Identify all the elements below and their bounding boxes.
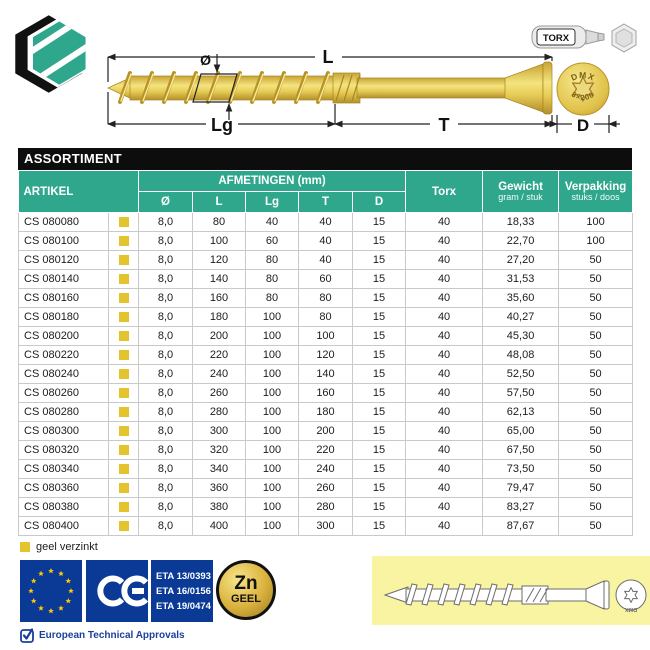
cell-diameter: 8,0 [139,441,193,460]
cell-torx: 40 [406,460,483,479]
dimension-label-diameter: Ø [200,52,211,68]
cell-gewicht: 67,50 [483,441,559,460]
table-row [19,498,633,517]
cell-lg: 100 [246,422,299,441]
cell-diameter: 8,0 [139,517,193,536]
cell-t: 40 [299,251,353,270]
cell-diameter: 8,0 [139,251,193,270]
table-row [19,460,633,479]
zn-symbol: Zn [234,573,258,594]
cell-artikel: CS 080360 [19,479,109,498]
ce-mark-icon [86,560,148,622]
cell-verpakking: 50 [559,346,633,365]
screw-side-view [108,62,552,114]
table-row [19,441,633,460]
cell-color-indicator [109,327,139,346]
cell-gewicht: 57,50 [483,384,559,403]
cell-artikel: CS 080280 [19,403,109,422]
cell-torx: 40 [406,422,483,441]
table-row [19,308,633,327]
cell-artikel: CS 080380 [19,498,109,517]
col-header-verpakking [559,171,633,213]
cell-t: 100 [299,327,353,346]
brand-logo-hexagon-icon [10,10,98,98]
table-row [19,422,633,441]
cell-verpakking: 50 [559,289,633,308]
cell-verpakking: 50 [559,422,633,441]
cell-d: 15 [353,213,406,232]
cell-l: 380 [193,498,246,517]
cell-t: 40 [299,213,353,232]
col-header-artikel: ARTIKEL [19,171,139,213]
cell-color-indicator [109,289,139,308]
table-row [19,479,633,498]
cell-t: 300 [299,517,353,536]
cell-lg: 100 [246,308,299,327]
cell-lg: 80 [246,289,299,308]
zinc-yellow-coating-badge [216,560,276,620]
col-header-gewicht-sub: gram / stuk [498,192,543,202]
cell-verpakking: 100 [559,232,633,251]
cell-torx: 40 [406,270,483,289]
approvals-label: European Technical Approvals [39,630,185,641]
yellow-zinc-indicator-icon [119,483,129,493]
cell-gewicht: 79,47 [483,479,559,498]
cell-lg: 100 [246,460,299,479]
cell-diameter: 8,0 [139,422,193,441]
yellow-zinc-indicator-icon [119,331,129,341]
table-row [19,327,633,346]
table-row [19,346,633,365]
table-row [19,289,633,308]
hex-nut-icon [612,24,636,52]
cell-torx: 40 [406,346,483,365]
cell-diameter: 8,0 [139,365,193,384]
cell-torx: 40 [406,403,483,422]
cell-gewicht: 35,60 [483,289,559,308]
yellow-zinc-indicator-icon [119,350,129,360]
eta-line: ETA 19/0474 [156,600,211,612]
col-header-l: L [193,192,246,213]
cell-d: 15 [353,270,406,289]
yellow-zinc-indicator-icon [119,255,129,265]
table-row [19,384,633,403]
cell-gewicht: 31,53 [483,270,559,289]
cell-t: 260 [299,479,353,498]
col-header-d: D [353,192,406,213]
cell-d: 15 [353,308,406,327]
cell-t: 60 [299,270,353,289]
cell-verpakking: 50 [559,479,633,498]
table-row [19,213,633,232]
cell-gewicht: 48,08 [483,346,559,365]
cell-verpakking: 50 [559,365,633,384]
cell-d: 15 [353,441,406,460]
table-row [19,251,633,270]
cell-diameter: 8,0 [139,498,193,517]
cell-lg: 80 [246,270,299,289]
cell-torx: 40 [406,365,483,384]
cell-diameter: 8,0 [139,403,193,422]
cell-verpakking: 50 [559,498,633,517]
cell-l: 300 [193,422,246,441]
cell-color-indicator [109,460,139,479]
cell-color-indicator [109,498,139,517]
cell-l: 220 [193,346,246,365]
cell-color-indicator [109,422,139,441]
cell-artikel: CS 080220 [19,346,109,365]
col-header-verpakking-title: Verpakking [564,181,627,193]
cell-l: 200 [193,327,246,346]
cell-t: 140 [299,365,353,384]
yellow-zinc-indicator-icon [20,542,30,552]
screw-line-art [372,556,650,625]
cell-verpakking: 50 [559,384,633,403]
cell-lg: 100 [246,479,299,498]
cell-artikel: CS 080120 [19,251,109,270]
yellow-zinc-indicator-icon [119,274,129,284]
cell-d: 15 [353,403,406,422]
cell-d: 15 [353,327,406,346]
cell-torx: 40 [406,289,483,308]
cell-l: 320 [193,441,246,460]
cell-verpakking: 50 [559,403,633,422]
cell-artikel: CS 080200 [19,327,109,346]
cell-t: 80 [299,289,353,308]
cell-diameter: 8,0 [139,479,193,498]
cell-d: 15 [353,517,406,536]
cell-gewicht: 27,20 [483,251,559,270]
cell-lg: 100 [246,403,299,422]
cell-gewicht: 22,70 [483,232,559,251]
cell-d: 15 [353,251,406,270]
cell-verpakking: 50 [559,270,633,289]
cell-lg: 60 [246,232,299,251]
checkbox-check-icon [20,628,35,643]
cell-lg: 100 [246,365,299,384]
cell-verpakking: 100 [559,213,633,232]
cell-color-indicator [109,213,139,232]
eta-approvals-note [20,628,185,643]
cell-gewicht: 87,67 [483,517,559,536]
col-header-verpakking-sub: stuks / doos [571,192,620,202]
col-group-afmetingen: AFMETINGEN (mm) [139,171,406,192]
cell-t: 160 [299,384,353,403]
cell-torx: 40 [406,384,483,403]
cell-verpakking: 50 [559,517,633,536]
cell-color-indicator [109,403,139,422]
cell-gewicht: 52,50 [483,365,559,384]
torx-bit-label: TORX [542,33,570,44]
table-row [19,270,633,289]
cell-lg: 80 [246,251,299,270]
table-legend [18,541,632,553]
cell-diameter: 8,0 [139,327,193,346]
yellow-zinc-indicator-icon [119,502,129,512]
cell-l: 160 [193,289,246,308]
cell-d: 15 [353,365,406,384]
cell-artikel: CS 080140 [19,270,109,289]
table-row [19,365,633,384]
cell-d: 15 [353,422,406,441]
cell-verpakking: 50 [559,441,633,460]
cell-t: 180 [299,403,353,422]
cell-artikel: CS 080080 [19,213,109,232]
col-header-torx: Torx [406,171,483,213]
dimension-label-D: D [576,116,590,135]
cell-l: 100 [193,232,246,251]
cell-l: 260 [193,384,246,403]
cell-diameter: 8,0 [139,384,193,403]
assortment-table [18,170,633,536]
dimension-label-L: L [322,47,334,67]
table-row [19,517,633,536]
yellow-zinc-indicator-icon [119,312,129,322]
eta-approvals-badge [151,560,213,622]
cell-color-indicator [109,365,139,384]
cell-t: 80 [299,308,353,327]
cell-lg: 40 [246,213,299,232]
cell-l: 180 [193,308,246,327]
cell-d: 15 [353,460,406,479]
col-header-lg: Lg [246,192,299,213]
cell-verpakking: 50 [559,308,633,327]
cell-t: 280 [299,498,353,517]
col-header-gewicht-title: Gewicht [498,181,543,193]
yellow-zinc-indicator-icon [119,445,129,455]
yellow-zinc-indicator-icon [119,293,129,303]
cell-diameter: 8,0 [139,346,193,365]
cell-diameter: 8,0 [139,289,193,308]
eu-flag-icon [20,560,82,622]
cell-l: 120 [193,251,246,270]
cell-artikel: CS 080400 [19,517,109,536]
cell-artikel: CS 080240 [19,365,109,384]
cell-d: 15 [353,289,406,308]
cell-gewicht: 83,27 [483,498,559,517]
cell-torx: 40 [406,213,483,232]
cell-color-indicator [109,441,139,460]
cell-lg: 100 [246,346,299,365]
eta-line: ETA 13/0393 [156,570,211,582]
cell-gewicht: 18,33 [483,213,559,232]
cell-torx: 40 [406,308,483,327]
cell-artikel: CS 080160 [19,289,109,308]
cell-artikel: CS 080180 [19,308,109,327]
head-brand-text: DMX [569,69,597,83]
cell-l: 360 [193,479,246,498]
yellow-zinc-indicator-icon [119,464,129,474]
cell-color-indicator [109,346,139,365]
cell-torx: 40 [406,498,483,517]
cell-d: 15 [353,232,406,251]
col-header-diameter: Ø [139,192,193,213]
cell-d: 15 [353,479,406,498]
cell-l: 400 [193,517,246,536]
cell-lg: 100 [246,498,299,517]
table-row [19,403,633,422]
cell-color-indicator [109,251,139,270]
cell-torx: 40 [406,232,483,251]
cell-t: 40 [299,232,353,251]
cell-artikel: CS 080340 [19,460,109,479]
cell-artikel: CS 080260 [19,384,109,403]
cell-d: 15 [353,346,406,365]
cell-l: 140 [193,270,246,289]
yellow-zinc-indicator-icon [119,521,129,531]
cell-artikel: CS 080300 [19,422,109,441]
cell-verpakking: 50 [559,460,633,479]
cell-t: 240 [299,460,353,479]
legend-label: geel verzinkt [36,541,98,553]
cell-torx: 40 [406,327,483,346]
yellow-zinc-indicator-icon [119,407,129,417]
cell-artikel: CS 080100 [19,232,109,251]
cell-lg: 100 [246,441,299,460]
cell-torx: 40 [406,441,483,460]
cell-lg: 100 [246,384,299,403]
cell-lg: 100 [246,517,299,536]
cell-l: 340 [193,460,246,479]
dimension-label-T: T [438,115,450,135]
cell-gewicht: 65,00 [483,422,559,441]
cell-color-indicator [109,517,139,536]
cell-t: 120 [299,346,353,365]
table-row [19,232,633,251]
panel-head-mark: DMX [624,606,638,612]
cell-color-indicator [109,384,139,403]
screw-technical-drawing [100,12,650,147]
cell-diameter: 8,0 [139,308,193,327]
yellow-zinc-indicator-icon [119,369,129,379]
cell-lg: 100 [246,327,299,346]
head-size-text: 8×200 [569,89,597,103]
cell-d: 15 [353,384,406,403]
cell-color-indicator [109,232,139,251]
cell-gewicht: 45,30 [483,327,559,346]
cell-l: 240 [193,365,246,384]
yellow-zinc-indicator-icon [119,217,129,227]
cell-t: 220 [299,441,353,460]
cell-torx: 40 [406,251,483,270]
col-header-t: T [299,192,353,213]
eta-line: ETA 16/0156 [156,585,211,597]
cell-torx: 40 [406,479,483,498]
yellow-zinc-indicator-icon [119,236,129,246]
cell-gewicht: 73,50 [483,460,559,479]
col-header-gewicht [483,171,559,213]
assortment-section [18,148,632,553]
cell-diameter: 8,0 [139,213,193,232]
cell-diameter: 8,0 [139,460,193,479]
cell-l: 80 [193,213,246,232]
cell-verpakking: 50 [559,327,633,346]
cell-gewicht: 40,27 [483,308,559,327]
assortment-table-body [19,213,633,536]
cell-artikel: CS 080320 [19,441,109,460]
yellow-zinc-indicator-icon [119,388,129,398]
torx-bit-icon [532,26,604,48]
screw-head-top-view [557,63,609,115]
cell-verpakking: 50 [559,251,633,270]
dimension-label-Lg: Lg [211,115,233,135]
cell-l: 280 [193,403,246,422]
cell-d: 15 [353,498,406,517]
cell-color-indicator [109,479,139,498]
cell-torx: 40 [406,517,483,536]
product-panel [372,556,650,625]
cell-color-indicator [109,308,139,327]
zn-color-label: GEEL [231,593,261,605]
cell-t: 200 [299,422,353,441]
cell-diameter: 8,0 [139,270,193,289]
cell-color-indicator [109,270,139,289]
table-caption: ASSORTIMENT [18,148,632,170]
cell-gewicht: 62,13 [483,403,559,422]
cell-diameter: 8,0 [139,232,193,251]
yellow-zinc-indicator-icon [119,426,129,436]
